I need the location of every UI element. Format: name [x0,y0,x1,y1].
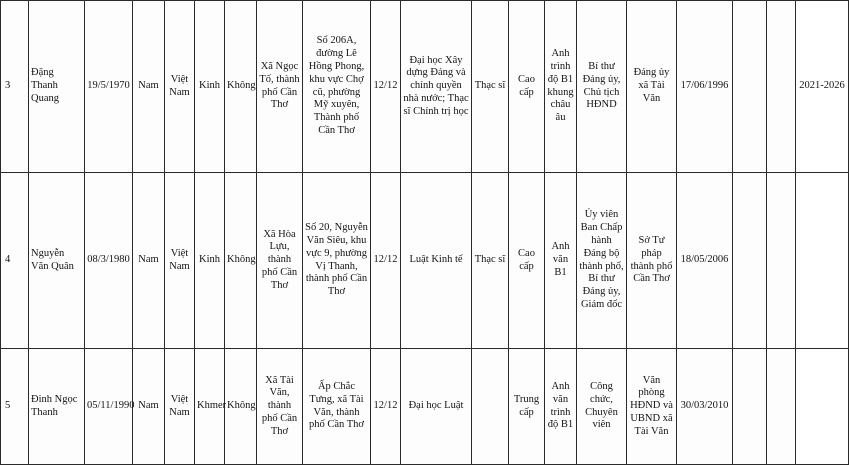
cell-extra-2 [767,1,796,173]
cell-gender: Nam [133,349,165,465]
cell-residence: Ấp Chắc Tưng, xã Tài Văn, thành phố Cần Thơ [303,349,371,465]
cell-extra-1 [733,1,767,173]
cell-party-join-date: 18/05/2006 [677,173,733,349]
cell-general-education: 12/12 [371,349,401,465]
cell-party-join-date: 30/03/2010 [677,349,733,465]
cell-residence: Số 206A, đường Lê Hồng Phong, khu vực Chợ cũ, phường Mỹ xuyên, Thành phố Cần Thơ [303,1,371,173]
cell-extra-1 [733,349,767,465]
cell-political-theory: Cao cấp [509,1,545,173]
table-row [1,1,849,173]
cell-ethnicity: Khmer [195,349,225,465]
cell-extra-2 [767,173,796,349]
cell-residence: Số 20, Nguyễn Văn Siêu, khu vực 9, phường Vị Thanh, thành phố Cần Thơ [303,173,371,349]
cell-religion: Không [225,349,257,465]
cell-ethnicity: Kinh [195,173,225,349]
cell-general-education: 12/12 [371,173,401,349]
cell-religion: Không [225,1,257,173]
cell-stt: 3 [1,1,29,173]
table-row [1,173,849,349]
cell-gender: Nam [133,173,165,349]
cell-nationality: Việt Nam [165,349,195,465]
cell-position: Bí thư Đảng ủy, Chủ tịch HĐND [577,1,627,173]
cell-academic-degree: Thạc sĩ [472,173,509,349]
cell-dob: 19/5/1970 [85,1,133,173]
cell-name: Đinh Ngọc Thanh [29,349,85,465]
cell-academic-degree: Thạc sĩ [472,1,509,173]
cell-party-join-date: 17/06/1996 [677,1,733,173]
cell-workplace: Văn phòng HĐND và UBND xã Tài Văn [627,349,677,465]
cell-workplace: Đảng ủy xã Tài Văn [627,1,677,173]
cell-foreign-language: Anh văn trình độ B1 [545,349,577,465]
table-row [1,349,849,465]
cell-ethnicity: Kinh [195,1,225,173]
cell-foreign-language: Anh trình độ B1 khung châu âu [545,1,577,173]
cell-academic-degree [472,349,509,465]
cell-nationality: Việt Nam [165,1,195,173]
cell-general-education: 12/12 [371,1,401,173]
cell-position: Công chức, Chuyên viên [577,349,627,465]
cell-hometown: Xã Tài Văn, thành phố Cần Thơ [257,349,303,465]
cell-hometown: Xã Ngọc Tố, thành phố Cần Thơ [257,1,303,173]
cell-religion: Không [225,173,257,349]
cell-stt: 5 [1,349,29,465]
cell-term [796,173,849,349]
cell-dob: 05/11/1990 [85,349,133,465]
cell-stt: 4 [1,173,29,349]
cell-position: Ủy viên Ban Chấp hành Đảng bộ thành phố, Bí thư Đảng ủy, Giám đốc [577,173,627,349]
cell-workplace: Sở Tư pháp thành phố Cần Thơ [627,173,677,349]
cell-foreign-language: Anh văn B1 [545,173,577,349]
cell-professional-qualification: Luật Kinh tế [401,173,472,349]
cell-extra-2 [767,349,796,465]
cell-professional-qualification: Đại học Xây dựng Đảng và chính quyền nhà nước; Thạc sĩ Chính trị học [401,1,472,173]
cell-gender: Nam [133,1,165,173]
cell-professional-qualification: Đại học Luật [401,349,472,465]
cell-political-theory: Cao cấp [509,173,545,349]
cell-hometown: Xã Hòa Lựu, thành phố Cần Thơ [257,173,303,349]
cell-name: Nguyễn Văn Quân [29,173,85,349]
cell-term [796,349,849,465]
cell-political-theory: Trung cấp [509,349,545,465]
cell-dob: 08/3/1980 [85,173,133,349]
cell-term: 2021-2026 [796,1,849,173]
cell-name: Đặng Thanh Quang [29,1,85,173]
cell-extra-1 [733,173,767,349]
cell-nationality: Việt Nam [165,173,195,349]
